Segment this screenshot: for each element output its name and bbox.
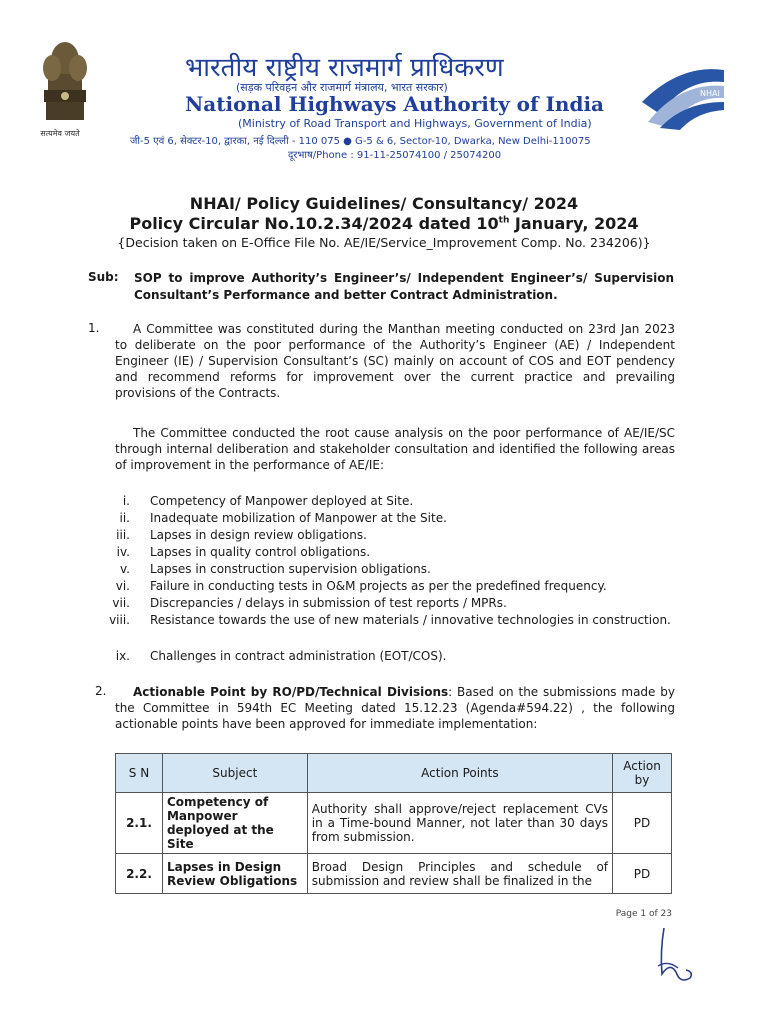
logo-text: NHAI: [700, 89, 720, 98]
cell-action-by: PD: [613, 793, 672, 854]
page-number: Page 1 of 23: [615, 909, 672, 919]
para1-text: A Committee was constituted during the Manthan meeting conducted on 23rd Jan 2023 to deliberate on the poor performance of the Authority’s Engineer (AE) / Independent Engineer (IE) / Supervision Consultant’s (SC) mainly on account of COS and EOT pendency and recommend reforms for improvement over the current practice and prevailing provisions of the Contracts.: [115, 322, 675, 400]
table-row: [116, 793, 672, 854]
table-row: [116, 854, 672, 894]
ministry-hindi: (सड़क परिवहन और राजमार्ग मंत्रालय, भारत सरकार): [236, 81, 448, 94]
table-header-row: [116, 754, 672, 793]
list-item-number: iv.: [116, 545, 130, 559]
list-item-text: Lapses in construction supervision obligations.: [150, 562, 431, 576]
phone: दूरभाष/Phone : 91-11-25074100 / 25074200: [288, 150, 502, 161]
para2-body: : Based on the submissions made by the Committee in 594th EC Meeting dated 15.12.23 (Agenda#594.22) , the following actionable points have been approved for immediate implementation:: [115, 685, 675, 731]
para2-bold: Actionable Point by RO/PD/Technical Divisions: [133, 685, 449, 699]
header-subject: Subject: [162, 754, 307, 793]
para2-text: [115, 684, 675, 732]
list-item-number: ii.: [119, 511, 130, 525]
list-item-number: iii.: [116, 528, 130, 542]
subject-text: SOP to improve Authority’s Engineer’s/ Independent Engineer’s/ Supervision Consultant’s Performance and better Contract Administration.: [134, 271, 674, 302]
para2-number: 2.: [95, 684, 107, 698]
national-emblem-icon: [30, 38, 100, 138]
subject-label: Sub:: [88, 270, 119, 284]
para1-number: 1.: [88, 321, 100, 335]
circular-line-3: {Decision taken on E-Office File No. AE/IE/Service_Improvement Comp. No. 234206)}: [117, 235, 651, 250]
cell-action: Authority shall approve/reject replacement CVs in a Time-bound Manner, not later than 30 days from submission.: [307, 793, 612, 854]
list-item-text: Competency of Manpower deployed at Site.: [150, 494, 414, 508]
header-action-points: Action Points: [307, 754, 612, 793]
action-points-table: [115, 753, 672, 894]
org-title-english: National Highways Authority of India: [185, 92, 604, 116]
list-item-number: vii.: [112, 596, 130, 610]
circular-line-2: Policy Circular No.10.2.34/2024 dated 10th January, 2024: [129, 214, 639, 233]
cell-sn: 2.2.: [116, 854, 163, 894]
address: जी-5 एवं 6, सेक्टर-10, द्वारका, नई दिल्ली - 110 075 ● G-5 & 6, Sector-10, Dwarka, New Delhi-110075: [130, 136, 591, 147]
list-item-number: vi.: [115, 579, 130, 593]
cell-action-by: PD: [613, 854, 672, 894]
list-item-text: Failure in conducting tests in O&M projects as per the predefined frequency.: [150, 579, 607, 593]
emblem-motto: सत्यमेव जयते: [40, 129, 80, 138]
list-item-number: v.: [120, 562, 130, 576]
signature-icon: [650, 922, 700, 992]
list-item-text: Lapses in design review obligations.: [150, 528, 367, 542]
cell-subject: Lapses in Design Review Obligations: [162, 854, 307, 894]
header-action-by: Action by: [613, 754, 672, 793]
list-item-text: Challenges in contract administration (EOT/COS).: [150, 649, 447, 663]
list-item-number: viii.: [109, 613, 130, 627]
circular-line-1: NHAI/ Policy Guidelines/ Consultancy/ 2024: [189, 194, 579, 213]
header-sn: S N: [116, 754, 163, 793]
list-item-number: i.: [122, 494, 130, 508]
ministry-english: (Ministry of Road Transport and Highways, Government of India): [238, 117, 592, 130]
cell-sn: 2.1.: [116, 793, 163, 854]
list-item-text: Inadequate mobilization of Manpower at the Site.: [150, 511, 447, 525]
list-item-number: ix.: [115, 649, 130, 663]
list-item-text: Resistance towards the use of new materials / innovative technologies in construction.: [150, 613, 671, 627]
org-title-hindi: भारतीय राष्ट्रीय राजमार्ग प्राधिकरण: [185, 53, 504, 83]
nhai-logo-icon: [640, 62, 726, 132]
cell-action: Broad Design Principles and schedule of submission and review shall be finalized in the: [307, 854, 612, 894]
list-item-text: Discrepancies / delays in submission of test reports / MPRs.: [150, 596, 507, 610]
list-item-text: Lapses in quality control obligations.: [150, 545, 371, 559]
para1-text-2: The Committee conducted the root cause analysis on the poor performance of AE/IE/SC through internal deliberation and stakeholder consultation and identified the following areas of improvement in the performance of AE/IE:: [115, 426, 675, 472]
cell-subject: Competency of Manpower deployed at the Site: [162, 793, 307, 854]
